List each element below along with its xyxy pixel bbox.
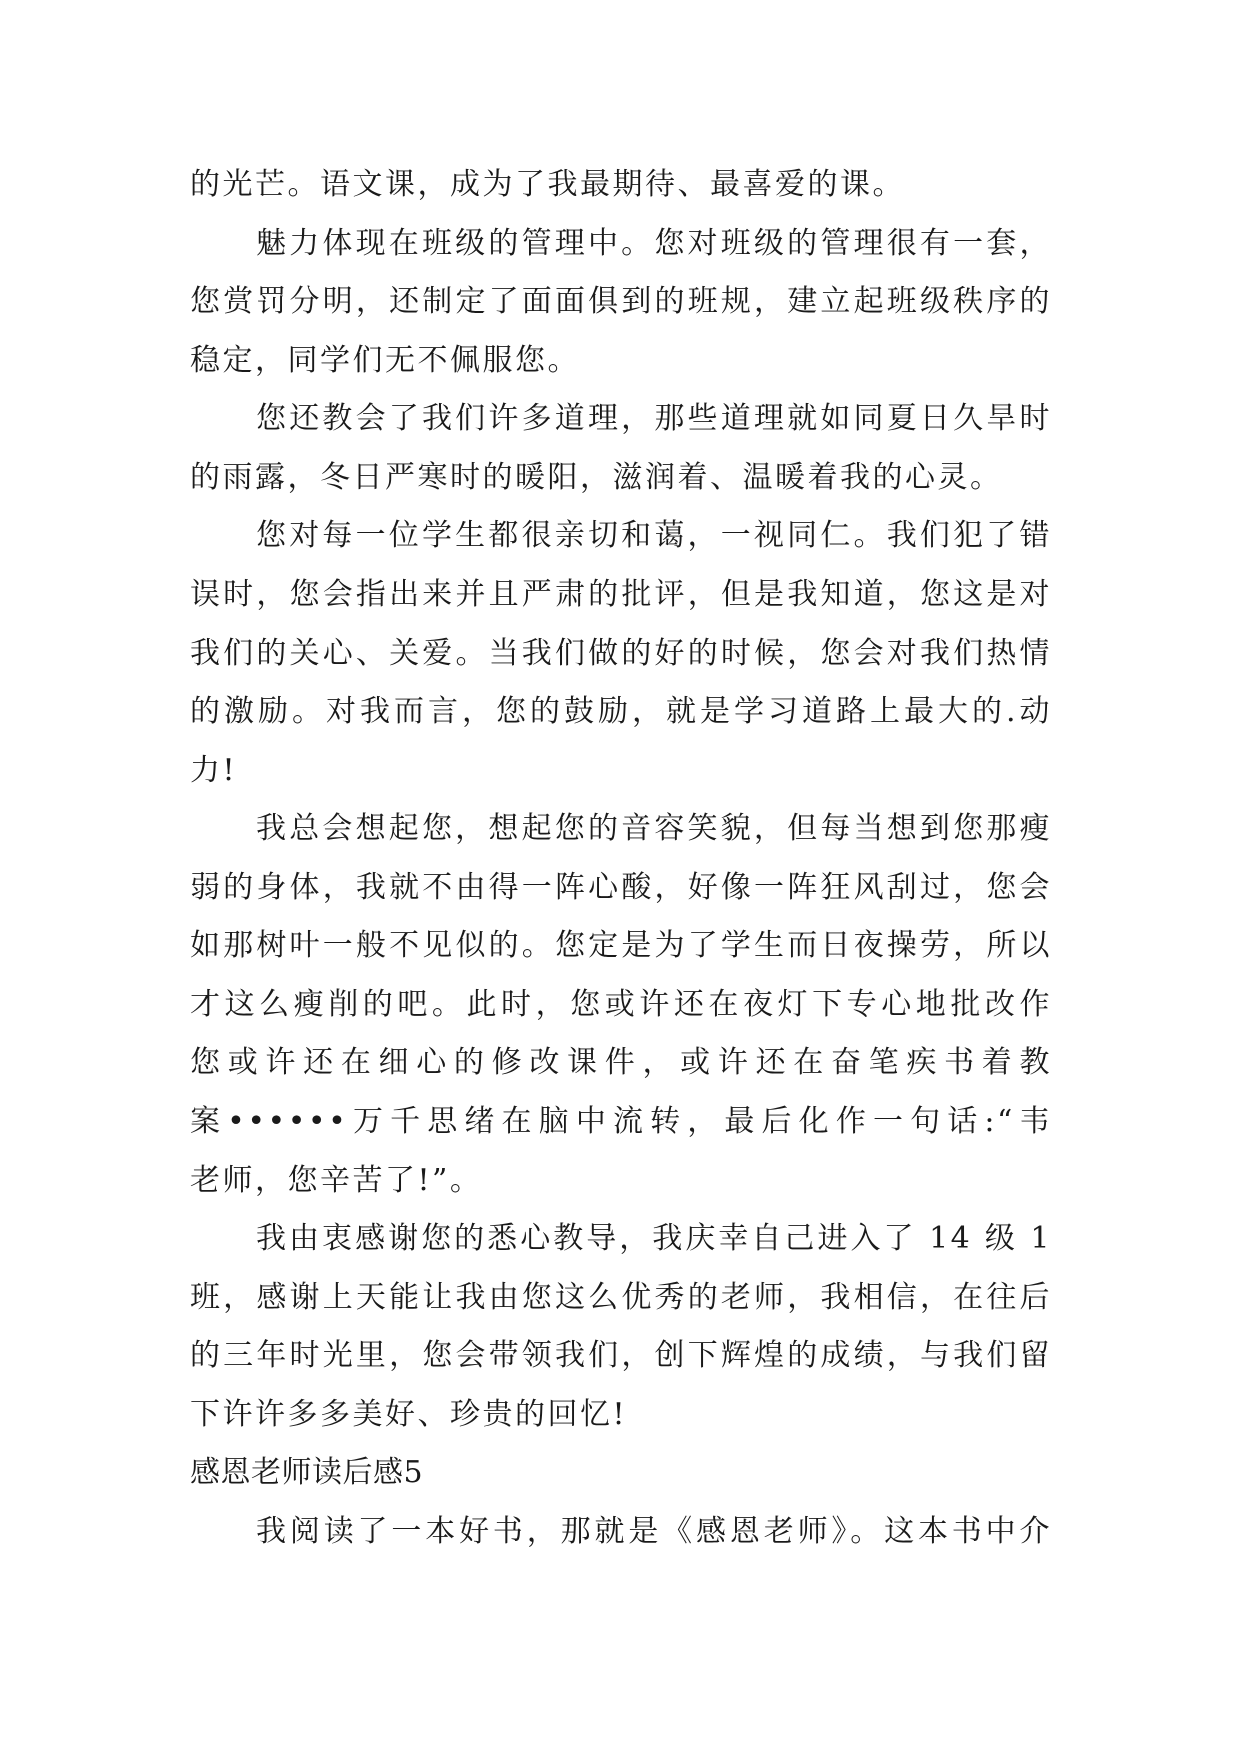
text-line: 误时，您会指出来并且严肃的批评，但是我知道，您这是对 [190,576,1052,612]
text-line: 案••••••万千思绪在脑中流转，最后化作一句话:“韦 [190,1104,1052,1139]
text-line: 弱的身体，我就不由得一阵心酸，好像一阵狂风刮过，您会 [190,869,1052,905]
text-line: 我们的关心、关爱。当我们做的好的时候，您会对我们热情 [190,635,1052,671]
text-line: 老师，您辛苦了!”。 [190,1162,483,1198]
section-heading: 感恩老师读后感5 [190,1455,424,1491]
text-line: 的激励。对我而言，您的鼓励，就是学习道路上最大的.动 [190,694,1052,730]
text-line: 您对每一位学生都很亲切和蔼，一视同仁。我们犯了错 [256,518,1052,554]
text-line: 魅力体现在班级的管理中。您对班级的管理很有一套， [256,225,1052,261]
text-line: 我总会想起您，想起您的音容笑貌，但每当想到您那瘦 [256,811,1052,847]
text-line: 力! [190,752,238,788]
text-line: 我阅读了一本好书，那就是《感恩老师》。这本书中介 [256,1513,1052,1549]
text-line: 的光芒。语文课，成为了我最期待、最喜爱的课。 [190,167,905,202]
text-line: 下许许多多美好、珍贵的回忆! [190,1396,628,1432]
text-line: 您还教会了我们许多道理，那些道理就如同夏日久旱时 [256,401,1052,437]
document-body [190,156,1052,1562]
text-line: 稳定，同学们无不佩服您。 [190,342,580,378]
text-line: 才这么瘦削的吧。此时，您或许还在夜灯下专心地批改作 [190,986,1052,1022]
text-line: 的雨露，冬日严寒时的暖阳，滋润着、温暖着我的心灵。 [190,459,1003,495]
text-line: 您赏罚分明，还制定了面面俱到的班规，建立起班级秩序的 [190,284,1052,320]
text-line: 我由衷感谢您的悉心教导，我庆幸自己进入了 14 级 1 [256,1221,1052,1257]
text-line: 如那树叶一般不见似的。您定是为了学生而日夜操劳，所以 [190,928,1052,964]
text-line: 班，感谢上天能让我由您这么优秀的老师，我相信，在往后 [190,1279,1052,1315]
text-line: 您或许还在细心的修改课件，或许还在奋笔疾书着教 [190,1045,1052,1081]
text-line: 的三年时光里，您会带领我们，创下辉煌的成绩，与我们留 [190,1338,1052,1374]
